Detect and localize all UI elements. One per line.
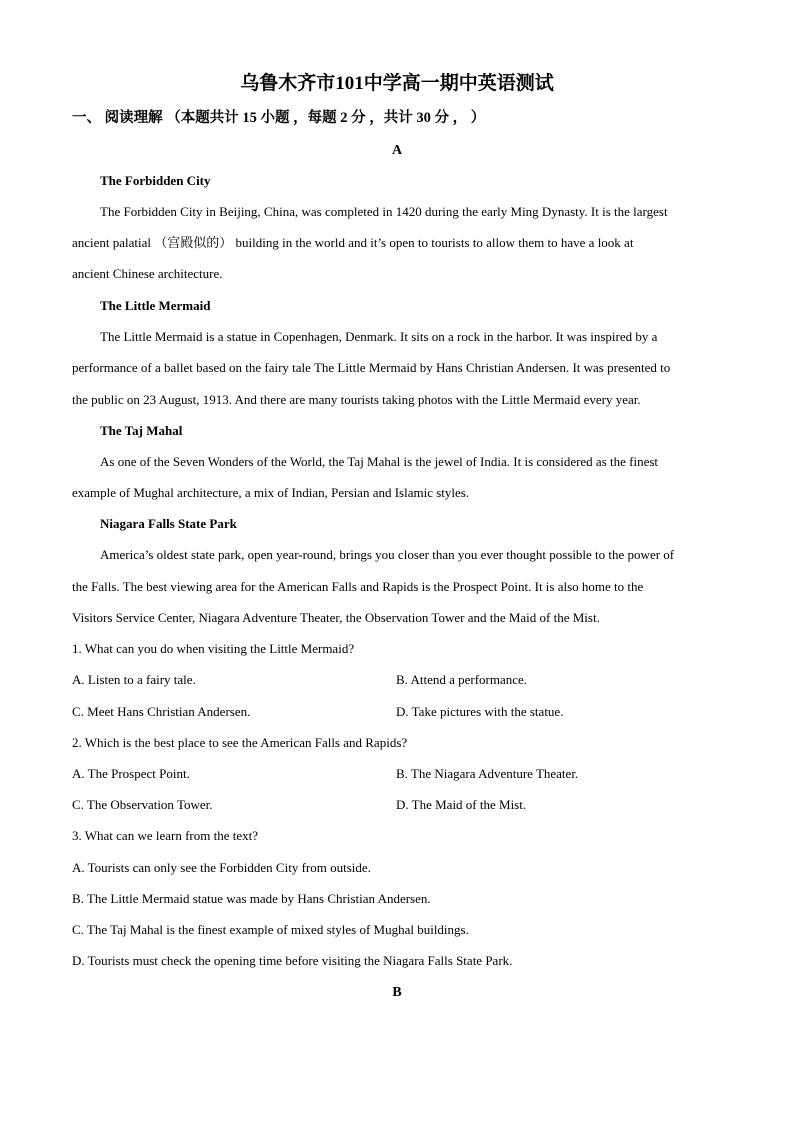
passage-heading: The Taj Mahal [100, 423, 183, 438]
question-stem: 2. Which is the best place to see the American Falls and Rapids? [72, 735, 408, 750]
passage-heading: The Little Mermaid [100, 298, 211, 313]
passage-line: the public on 23 August, 1913. And there are many tourists taking photos with the Little Mermaid every year. [72, 392, 641, 407]
answer-option: C. Meet Hans Christian Andersen. [72, 704, 251, 719]
passage-heading: The Forbidden City [100, 173, 211, 188]
answer-option: A. Tourists can only see the Forbidden City from outside. [72, 860, 371, 875]
passage-heading: Niagara Falls State Park [100, 516, 237, 531]
answer-option: D. Take pictures with the statue. [396, 704, 564, 719]
passage-line: The Little Mermaid is a statue in Copenhagen, Denmark. It sits on a rock in the harbor. It was inspired by a [100, 329, 658, 344]
part-a-label: A [391, 143, 403, 158]
part-b-label: B [392, 985, 402, 1000]
question-stem: 3. What can we learn from the text? [72, 828, 259, 843]
passage-line: example of Mughal architecture, a mix of Indian, Persian and Islamic styles. [72, 485, 470, 500]
answer-option: B. The Little Mermaid statue was made by Hans Christian Andersen. [72, 891, 431, 906]
answer-option: A. The Prospect Point. [72, 766, 190, 781]
passage-line: the Falls. The best viewing area for the American Falls and Rapids is the Prospect Point. It is also home to the [72, 579, 644, 594]
passage-line: The Forbidden City in Beijing, China, was completed in 1420 during the early Ming Dynasty. It is the largest [100, 204, 668, 219]
passage-line: ancient palatial （宫殿似的） building in the world and it’s open to tourists to allow them to have a look at [72, 235, 634, 250]
question-stem: 1. What can you do when visiting the Little Mermaid? [72, 641, 355, 656]
passage-line: As one of the Seven Wonders of the World, the Taj Mahal is the jewel of India. It is considered as the finest [100, 454, 659, 469]
passage-line: Visitors Service Center, Niagara Adventure Theater, the Observation Tower and the Maid of the Mist. [72, 610, 600, 625]
answer-option: B. The Niagara Adventure Theater. [396, 766, 579, 781]
exam-title: 乌鲁木齐市101中学高一期中英语测试 [240, 73, 554, 94]
answer-option: A. Listen to a fairy tale. [72, 672, 196, 687]
answer-option: C. The Taj Mahal is the finest example of mixed styles of Mughal buildings. [72, 922, 469, 937]
passage-line: ancient Chinese architecture. [72, 266, 223, 281]
passage-line: America’s oldest state park, open year-round, brings you closer than you ever thought possible to the power of [100, 547, 675, 562]
answer-option: B. Attend a performance. [396, 672, 528, 687]
answer-option: D. Tourists must check the opening time before visiting the Niagara Falls State Park. [72, 953, 513, 968]
section-header: 一、 阅读理解 （本题共计 15 小题 ，每题 2 分 ，共计 30 分 ， ） [72, 110, 486, 126]
passage-line: performance of a ballet based on the fairy tale The Little Mermaid by Hans Christian Andersen. It was presented to [72, 360, 671, 375]
answer-option: D. The Maid of the Mist. [396, 797, 527, 812]
answer-option: C. The Observation Tower. [72, 797, 213, 812]
